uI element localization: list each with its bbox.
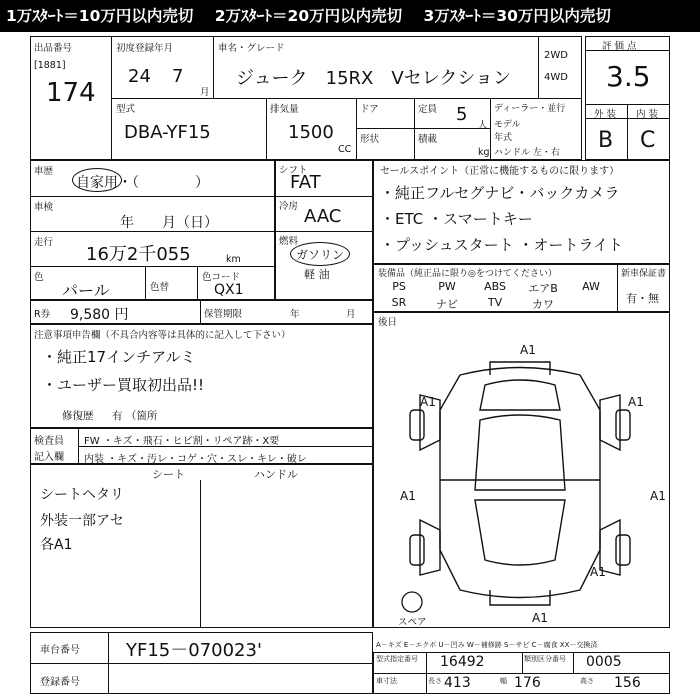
mark-left: A1 [400,489,416,503]
r-ticket-value: 9,580 円 [70,307,129,323]
equip-airbag: エアB [528,282,558,295]
recycle-options: 有・無 [626,292,659,305]
color-type-label: 色替 [150,282,170,293]
exterior-label: 外 装 [594,109,617,120]
mileage-label: 走行 [34,237,54,248]
mileage-value: 16万2千055 [86,244,191,265]
person-unit: 人 [478,120,488,131]
length-value: 413 [444,675,471,691]
history-value: 自家用・（ ） [76,175,209,191]
period-month: 月 [346,309,356,320]
dims-label: 車寸法 [376,677,397,685]
lot-code: [1881] [34,60,66,71]
sales-points-label: セールスポイント（正常に機能するものに限ります） [380,166,620,177]
equip-navi: ナビ [436,298,458,311]
chassis-label: 車台番号 [40,645,80,656]
equip-aw: AW [582,280,600,293]
sales-point-3: ・プッシュスタート ・オートライト [380,236,623,254]
fuel-diesel: 軽 油 [304,268,330,281]
inspection-label: 車検 [34,202,54,213]
tier-2: 2万ｽﾀｰﾄ＝20万円以内売切 [214,7,403,25]
repair-history-value: 有 （箇所 [112,410,158,422]
fuel-label: 燃料 [279,236,299,247]
equip-sr: SR [391,296,407,309]
displacement-label: 排気量 [270,104,299,115]
color-label: 色 [34,272,44,283]
height-value: 156 [614,675,641,691]
cooler-label: 冷房 [279,201,299,212]
width-label: 幅 [500,677,507,685]
mark-front: A1 [520,343,536,357]
history-label: 車歴 [34,166,54,177]
mark-rear: A1 [532,611,548,625]
reg-month-unit: 月 [200,87,210,98]
kg-unit: kg [478,147,490,158]
shift-value: FAT [290,172,321,193]
reg-no-label: 登録番号 [40,677,80,688]
dealer-label: ディーラー・並行 [494,104,566,114]
color-code-label: 色コード [202,272,241,283]
tier-3: 3万ｽﾀｰﾄ＝30万円以内売切 [423,7,611,25]
period-year: 年 [290,309,300,320]
tier-1: 1万ｽﾀｰﾄ＝10万円以内売切 [6,7,194,25]
note-2: ・ユーザー買取初出品!! [42,376,205,394]
sales-point-1: ・純正フルセグナビ・バックカメラ [380,184,620,202]
model-name: ジューク 15RX Vセレクション [236,68,511,89]
category-label: 類別区分番号 [524,655,566,663]
period-label: 保管期限 [204,309,243,320]
model-code: DBA-YF15 [124,122,211,143]
cc-unit: CC [338,144,352,155]
shape-label: 形状 [360,134,380,145]
shift-label: シフト [279,165,308,176]
model-code-label: 型式 [116,104,136,115]
note-1: ・純正17インチアルミ [42,348,196,366]
car-damage-diagram [380,340,666,625]
cooler-value: AAC [304,206,342,227]
chassis-number: YF15－070023' [126,640,262,661]
handle-label: ハンドル 左・右 [494,148,560,158]
type-designation: 16492 [440,654,485,670]
displacement: 1500 [288,122,334,143]
color-value: パール [62,281,110,300]
first-reg-label: 初度登録年月 [116,43,174,54]
fuel-circle [290,242,350,266]
capacity-label: 定員 [418,104,438,115]
fuel-value: ガソリン [296,248,345,262]
equip-ps: PS [392,280,406,293]
mark-rear-right: A1 [590,565,606,579]
lot-no-label: 出品番号 [34,43,73,54]
record-label: 記入欄 [34,452,64,463]
spare-label: スペア [398,617,427,628]
reg-month: 7 [172,66,184,87]
interior-grade: C [640,128,656,153]
exterior-grade: B [598,128,614,153]
repair-history-label: 修復歴 [62,410,94,422]
sales-point-2: ・ETC ・スマートキー [380,210,533,228]
equip-leather: カワ [532,298,554,311]
lot-number: 174 [46,78,96,108]
load-label: 積載 [418,134,438,145]
inspector-label: 検査員 [34,436,64,447]
remark-3: 各A1 [40,537,73,553]
equipment-label: 装備品（純正品に限り◎をつけてください） [378,269,557,279]
score-value: 3.5 [606,60,651,93]
recycle-guarantee-label: 新車保証書 [621,269,667,279]
interior-label: 内 装 [636,109,659,120]
int-mark: ハンドル [254,468,298,481]
equip-tv: TV [487,296,503,309]
km-unit: km [226,254,241,265]
reg-year: 24 [128,66,151,87]
type-designation-label: 型式指定番号 [376,655,418,663]
inspection-value: 年 月（日） [120,215,218,231]
doors-label: ドア [360,104,379,115]
mark-front-left: A1 [420,395,436,409]
height-label: 高さ [580,677,594,685]
ext-mark: シート [152,468,185,481]
after-label: 後日 [378,317,398,328]
interior-row: 内装 ・キズ・汚レ・コゲ・穴・スレ・キレ・破レ [84,454,307,465]
remark-2: 外装一部アセ [40,513,124,529]
2wd-label: 2WD [544,50,568,61]
mark-front-right: A1 [628,395,644,409]
notes-header: 注意事項申告欄（不具合内容等は具体的に記入して下さい） [34,330,291,341]
equip-pw: PW [438,280,456,293]
capacity: 5 [456,104,468,125]
auction-tier-banner [0,0,700,32]
color-code: QX1 [214,282,244,298]
damage-legend: A－キズ E－エクボ U－凹み W－補修跡 S－サビ C－腐食 XX－交換済 [376,641,598,649]
score-label: 評 価 点 [602,41,637,52]
category-number: 0005 [586,654,622,670]
r-ticket-label: R券 [34,309,51,320]
width-value: 176 [514,675,541,691]
history-circle [72,168,122,192]
remark-1: シートヘタリ [40,487,124,503]
model-grade-label: 車名・グレード [218,43,285,54]
equip-abs: ABS [484,280,506,293]
4wd-label: 4WD [544,72,568,83]
model-year-label: モデル 年式 [494,120,521,143]
mark-right: A1 [650,489,666,503]
exterior-row: FW ・キズ・飛石・ヒビ割・リペア跡・X要 [84,436,280,447]
length-label: 長さ [428,677,442,685]
